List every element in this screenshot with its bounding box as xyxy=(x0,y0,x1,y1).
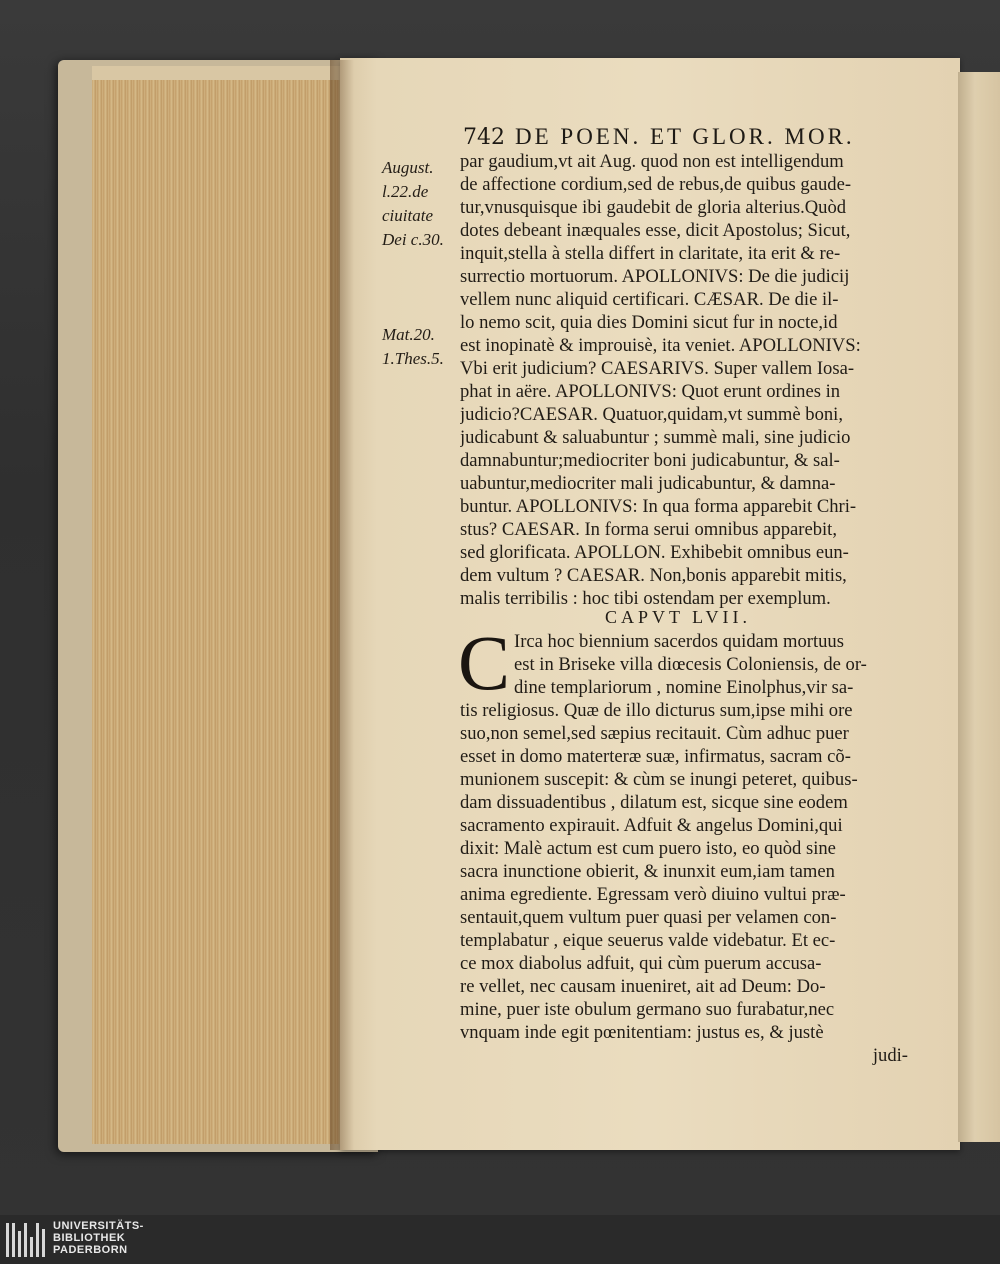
page-edges-top xyxy=(92,66,342,80)
text-line: vellem nunc aliquid certificari. CÆSAR. De die il- xyxy=(460,289,839,310)
page-number: 742 xyxy=(463,125,505,150)
margin-note-line: Mat.20. xyxy=(382,325,435,344)
text-line: tis religiosus. Quæ de illo dicturus sum,ipse mihi ore xyxy=(460,700,853,721)
text-line: damnabuntur;mediocriter boni judicabuntur, & sal- xyxy=(460,450,840,471)
text-line: lo nemo scit, quia dies Domini sicut fur in nocte,id xyxy=(460,312,838,333)
text-line: munionem suscepit: & cùm se inungi peteret, quibus- xyxy=(460,769,858,790)
margin-note-line: August. xyxy=(382,158,434,177)
library-footer xyxy=(0,1215,1000,1264)
text-line: est in Briseke villa diœcesis Coloniensis, de or- xyxy=(514,654,867,675)
text-line: mine, puer iste obulum germano suo furabatur,nec xyxy=(460,999,835,1020)
text-line: esset in domo materteræ suæ, infirmatus, sacram cõ- xyxy=(460,746,851,767)
text-line: Vbi erit judicium? CAESARIVS. Super vallem Iosa- xyxy=(460,358,855,379)
spine-shadow xyxy=(330,60,354,1150)
text-line: est inopinatè & improuisè, ita veniet. APOLLONIVS: xyxy=(460,335,861,356)
text-line: malis terribilis : hoc tibi ostendam per exemplum. xyxy=(460,588,831,609)
text-line: dam dissuadentibus , dilatum est, sicque sine eodem xyxy=(460,792,848,813)
text-line: tur,vnusquisque ibi gaudebit de gloria alterius.Quòd xyxy=(460,197,847,218)
text-line: dem vultum ? CAESAR. Non,bonis apparebit mitis, xyxy=(460,565,847,586)
text-line: inquit,stella à stella differt in claritate, ita erit & re- xyxy=(460,243,841,264)
margin-note-augustine xyxy=(382,156,462,252)
margin-note-line: Dei c.30. xyxy=(382,230,444,249)
text-line: phat in aëre. APOLLONIVS: Quot erunt ordines in xyxy=(460,381,841,402)
text-line: uabuntur,mediocriter mali judicabuntur, & damna- xyxy=(460,473,836,494)
text-line: vnquam inde egit pœnitentiam: justus es, & justè xyxy=(460,1022,824,1043)
chapter-heading: CAPVT LVII. xyxy=(605,607,752,627)
text-line: templabatur , eique seuerus valde videbatur. Et ec- xyxy=(460,930,836,951)
facing-page-edge xyxy=(958,72,1000,1142)
logo-line: UNIVERSITÄTS- xyxy=(53,1220,144,1232)
text-line: judicabunt & saluabuntur ; summè mali, sine judicio xyxy=(460,427,851,448)
text-line: sacra inunctione obierit, & inunxit eum,iam tamen xyxy=(460,861,835,882)
main-text-block xyxy=(460,150,930,610)
drop-cap: C xyxy=(458,619,511,706)
text-line: ce mox diabolus adfuit, qui cùm puerum accusa- xyxy=(460,953,822,974)
text-line: surrectio mortuorum. APOLLONIVS: De die judicij xyxy=(460,266,850,287)
text-line: dine templariorum , nomine Einolphus,vir sa- xyxy=(514,677,854,698)
running-title: DE POEN. ET GLOR. MOR. xyxy=(515,124,855,149)
logo-line: PADERBORN xyxy=(53,1244,128,1256)
page-edges xyxy=(92,66,344,1144)
text-line: sacramento expirauit. Adfuit & angelus Domini,qui xyxy=(460,815,843,836)
text-line: de affectione cordium,sed de rebus,de quibus gaude- xyxy=(460,174,852,195)
text-line: stus? CAESAR. In forma serui omnibus apparebit, xyxy=(460,519,837,540)
catchword: judi- xyxy=(872,1045,908,1066)
margin-note-matthew xyxy=(382,323,462,371)
text-line: anima egrediente. Egressam verò diuino vultui præ- xyxy=(460,884,846,905)
text-line: judicio?CAESAR. Quatuor,quidam,vt summè boni, xyxy=(460,404,843,425)
chapter-text-block xyxy=(460,630,930,1067)
margin-note-line: ciuitate xyxy=(382,206,433,225)
text-line: sentauit,quem vultum puer quasi per velamen con- xyxy=(460,907,837,928)
logo-line: BIBLIOTHEK xyxy=(53,1232,126,1244)
text-line: suo,non semel,sed sæpius recitauit. Cùm adhuc puer xyxy=(460,723,849,744)
library-logo-icon xyxy=(6,1223,46,1257)
text-line: re vellet, nec causam inueniret, ait ad Deum: Do- xyxy=(460,976,826,997)
margin-note-line: l.22.de xyxy=(382,182,429,201)
text-line: sed glorificata. APOLLON. Exhibebit omnibus eun- xyxy=(460,542,849,563)
text-line: buntur. APOLLONIVS: In qua forma apparebit Chri- xyxy=(460,496,857,517)
library-logo-text xyxy=(53,1220,144,1256)
text-line: par gaudium,vt ait Aug. quod non est intelligendum xyxy=(460,151,844,172)
text-line: Irca hoc biennium sacerdos quidam mortuus xyxy=(514,631,844,652)
text-line: dotes debeant inæquales esse, dicit Apostolus; Sicut, xyxy=(460,220,851,241)
margin-note-line: 1.Thes.5. xyxy=(382,349,444,368)
text-line: dixit: Malè actum est cum puero isto, eo quòd sine xyxy=(460,838,836,859)
